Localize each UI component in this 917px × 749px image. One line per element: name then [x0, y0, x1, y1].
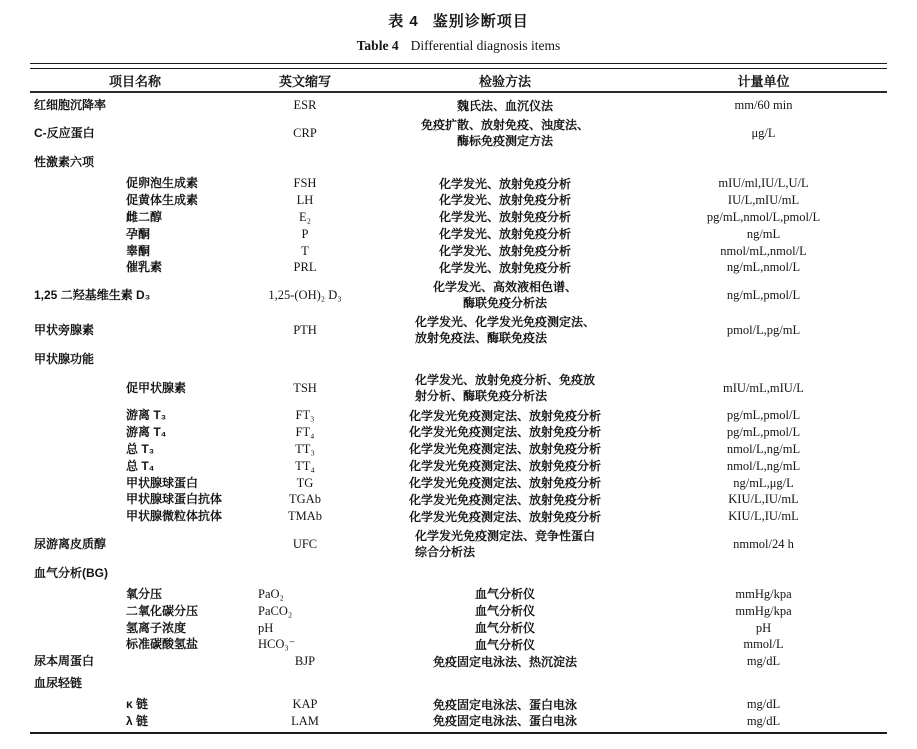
- test-method-line: 化学发光免疫测定法、竞争性蛋白: [414, 528, 595, 543]
- item-name: 游离 T₄: [126, 425, 167, 440]
- test-method: [370, 713, 640, 730]
- test-method: [370, 97, 640, 114]
- abbreviation: T: [301, 243, 309, 258]
- test-method-line: 化学发光免疫测定法、放射免疫分析: [408, 442, 601, 457]
- item-name: 血气分析(BG): [34, 565, 108, 580]
- measurement-unit: mIU/ml,IU/L,U/L: [718, 176, 809, 191]
- abbreviation: ESR: [293, 98, 317, 113]
- test-method-line: 化学发光免疫测定法、放射免疫分析: [408, 509, 601, 524]
- test-method: [370, 528, 640, 560]
- test-method-lines: [409, 509, 601, 525]
- header-item-name: 项目名称: [108, 73, 161, 89]
- measurement-unit: nmol/L,ng/mL: [726, 458, 801, 473]
- table-row: [30, 424, 887, 441]
- test-method-line: 魏氏法、血沉仪法: [456, 98, 553, 113]
- measurement-unit: nmol/mL,nmol/L: [720, 243, 807, 258]
- table-row: [30, 208, 887, 225]
- test-method-line: 综合分析法: [414, 544, 475, 559]
- table-row: [30, 440, 887, 457]
- measurement-unit: μg/L: [751, 125, 776, 140]
- measurement-unit: KIU/L,IU/mL: [728, 492, 799, 507]
- test-method-line: 免疫固定电泳法、蛋白电泳: [432, 714, 577, 729]
- group-row: [30, 154, 887, 170]
- table-row: [30, 508, 887, 525]
- test-method: [370, 508, 640, 525]
- measurement-unit: mg/dL: [746, 697, 781, 712]
- measurement-unit: IU/L,mIU/mL: [727, 193, 800, 208]
- item-name: 1,25 二羟基维生素 D₃: [34, 287, 151, 302]
- test-method-lines: [409, 458, 601, 474]
- test-method: [370, 242, 640, 259]
- test-method-line: 化学发光免疫测定法、放射免疫分析: [408, 408, 601, 423]
- test-method: [370, 407, 640, 424]
- table-row: [30, 279, 887, 311]
- table-row: [30, 175, 887, 192]
- test-method-line: 血气分析仪: [474, 637, 535, 652]
- abbreviation: FSH: [293, 176, 317, 191]
- test-method-lines: [475, 586, 535, 602]
- table-row: [30, 713, 887, 730]
- abbreviation: UFC: [292, 536, 318, 551]
- measurement-unit: ng/mL,μg/L: [733, 475, 794, 490]
- abbreviation: KAP: [292, 697, 318, 712]
- test-method: [370, 491, 640, 508]
- measurement-unit: mg/dL: [746, 713, 781, 728]
- item-name: 尿游离皮质醇: [34, 536, 107, 551]
- table-row: [30, 586, 887, 603]
- test-method: [370, 636, 640, 653]
- table-row: [30, 636, 887, 653]
- abbreviation: TG: [296, 475, 314, 490]
- test-method-lines: [433, 713, 577, 729]
- abbreviation: P: [301, 226, 309, 241]
- measurement-unit: mmHg/kpa: [735, 587, 792, 601]
- test-method-line: 化学发光免疫测定法、放射免疫分析: [408, 459, 601, 474]
- test-method-line: 酶标免疫测定方法: [456, 133, 553, 148]
- test-method-line: 化学发光免疫测定法、放射免疫分析: [408, 475, 601, 490]
- item-name: 催乳素: [126, 260, 163, 275]
- table-row: [30, 407, 887, 424]
- test-method-lines: [433, 697, 577, 713]
- item-name: 总 T₄: [126, 458, 155, 473]
- item-name: 血尿轻链: [34, 675, 83, 690]
- abbreviation: TGAb: [289, 492, 321, 507]
- test-method: [370, 602, 640, 619]
- test-method-line: 化学发光、放射免疫分析: [438, 243, 571, 258]
- test-method-line: 化学发光、化学发光免疫测定法、: [414, 314, 595, 329]
- group-row: [30, 351, 887, 367]
- abbreviation: HCO₃⁻: [258, 637, 296, 652]
- item-name: 二氧化碳分压: [126, 603, 199, 618]
- abbreviation: TT₃: [295, 441, 315, 456]
- abbreviation: LH: [296, 193, 314, 208]
- test-method-lines: [421, 117, 589, 149]
- abbreviation: CRP: [293, 125, 317, 140]
- test-method-line: 化学发光、放射免疫分析、免疫放: [414, 372, 595, 387]
- measurement-unit: KIU/L,IU/mL: [728, 509, 799, 524]
- test-method-lines: [439, 243, 571, 259]
- item-name: C-反应蛋白: [34, 125, 95, 140]
- test-method: [370, 192, 640, 209]
- test-method-line: 化学发光、放射免疫分析: [438, 176, 571, 191]
- measurement-unit: pH: [755, 620, 772, 635]
- test-method-lines: [439, 209, 571, 225]
- table-header-row: [30, 69, 887, 91]
- test-method-line: 免疫固定电泳法、蛋白电泳: [432, 697, 577, 712]
- table-row: [30, 602, 887, 619]
- measurement-unit: mm/60 min: [734, 98, 793, 113]
- table-row: [30, 242, 887, 259]
- test-method-lines: [409, 408, 601, 424]
- abbreviation: BJP: [294, 654, 316, 669]
- test-method: [370, 440, 640, 457]
- test-method: [370, 259, 640, 276]
- abbreviation: TT₄: [295, 458, 315, 473]
- test-method-line: 免疫扩散、放射免疫、浊度法、: [420, 117, 589, 132]
- measurement-unit: mIU/mL,mIU/L: [723, 380, 804, 395]
- abbreviation: FT₃: [295, 408, 315, 423]
- abbreviation: PaO₂: [258, 587, 284, 601]
- abbreviation: PTH: [293, 322, 317, 337]
- test-method-line: 化学发光免疫测定法、放射免疫分析: [408, 425, 601, 440]
- item-name: 甲状腺功能: [34, 351, 95, 366]
- test-method-lines: [415, 314, 595, 346]
- abbreviation: pH: [258, 620, 274, 635]
- test-method-line: 免疫固定电泳法、热沉淀法: [432, 654, 577, 669]
- test-method: [370, 474, 640, 491]
- header-unit: 计量单位: [737, 73, 790, 89]
- table-row: [30, 653, 887, 670]
- measurement-unit: pg/mL,pmol/L: [726, 425, 801, 440]
- table-row: [30, 528, 887, 560]
- table-row: [30, 259, 887, 276]
- measurement-unit: ng/mL: [746, 226, 781, 241]
- table-title-zh-text: 鉴别诊断项目: [432, 13, 529, 30]
- abbreviation: LAM: [291, 713, 319, 728]
- table-row: [30, 97, 887, 114]
- abbreviation: 1,25-(OH)₂ D₃: [268, 287, 342, 302]
- item-name: 促甲状腺素: [126, 380, 187, 395]
- test-method: [370, 175, 640, 192]
- test-method-lines: [409, 492, 601, 508]
- item-name: 睾酮: [126, 243, 151, 258]
- header-abbreviation: 英文缩写: [278, 73, 331, 89]
- table-row: [30, 314, 887, 346]
- test-method: [370, 117, 640, 149]
- abbreviation: TMAb: [287, 509, 323, 524]
- test-method-lines: [433, 654, 577, 670]
- table-row: [30, 619, 887, 636]
- test-method: [370, 225, 640, 242]
- test-method-line: 化学发光、放射免疫分析: [438, 210, 571, 225]
- test-method-line: 血气分析仪: [474, 621, 535, 636]
- measurement-unit: pg/mL,nmol/L,pmol/L: [706, 209, 821, 224]
- table-title-zh: [0, 10, 917, 31]
- test-method-lines: [439, 192, 571, 208]
- measurement-unit: nmmol/24 h: [733, 536, 794, 551]
- test-method: [370, 208, 640, 225]
- test-method: [370, 696, 640, 713]
- item-name: 甲状旁腺素: [34, 322, 95, 337]
- abbreviation: TSH: [293, 380, 317, 395]
- item-name: 氧分压: [126, 587, 163, 601]
- item-name: 雌二醇: [126, 209, 163, 224]
- item-name: 总 T₃: [126, 441, 155, 456]
- test-method: [370, 586, 640, 603]
- test-method: [370, 424, 640, 441]
- abbreviation: E₂: [299, 209, 311, 224]
- table-title-en-text: Differential diagnosis items: [410, 38, 561, 53]
- test-method-line: 化学发光免疫测定法、放射免疫分析: [408, 492, 601, 507]
- table-title-en-label: Table 4: [356, 38, 399, 53]
- item-name: κ 链: [126, 697, 149, 712]
- test-method-line: 化学发光、高效液相色谱、: [432, 279, 577, 294]
- measurement-unit: mg/dL: [746, 654, 781, 669]
- test-method-lines: [439, 226, 571, 242]
- test-method-line: 酶联免疫分析法: [462, 295, 547, 310]
- test-method: [370, 457, 640, 474]
- table-row: [30, 457, 887, 474]
- test-method-lines: [475, 637, 535, 653]
- group-row: [30, 565, 887, 581]
- table-row: [30, 491, 887, 508]
- item-name: 促黄体生成素: [126, 193, 199, 208]
- item-name: 游离 T₃: [126, 408, 167, 423]
- table-row: [30, 192, 887, 209]
- table-body: [30, 93, 887, 732]
- test-method-lines: [409, 424, 601, 440]
- test-method-lines: [409, 475, 601, 491]
- test-method-line: 化学发光、放射免疫分析: [438, 260, 571, 275]
- test-method: [370, 279, 640, 311]
- test-method-lines: [433, 279, 577, 311]
- abbreviation: PaCO₂: [258, 603, 293, 618]
- measurement-unit: ng/mL,pmol/L: [726, 287, 801, 302]
- test-method: [370, 653, 640, 670]
- item-name: 氢离子浓度: [126, 620, 187, 635]
- item-name: 标准碳酸氢盐: [126, 637, 199, 652]
- table-title-zh-label: 表 4: [388, 13, 419, 30]
- table-row: [30, 372, 887, 404]
- measurement-unit: pmol/L,pg/mL: [726, 322, 801, 337]
- test-method-line: 血气分析仪: [474, 587, 535, 602]
- table-row: [30, 696, 887, 713]
- measurement-unit: pg/mL,pmol/L: [726, 408, 801, 423]
- test-method-lines: [457, 98, 553, 114]
- measurement-unit: ng/mL,nmol/L: [726, 260, 801, 275]
- item-name: 甲状腺微粒体抗体: [126, 509, 223, 524]
- test-method-line: 化学发光、放射免疫分析: [438, 193, 571, 208]
- measurement-unit: mmHg/kpa: [735, 603, 792, 618]
- table-bottom-rule: [30, 732, 887, 734]
- test-method-lines: [415, 528, 595, 560]
- test-method-line: 射分析、酶联免疫分析法: [414, 388, 547, 403]
- item-name: 甲状腺球蛋白抗体: [126, 492, 223, 507]
- test-method-lines: [475, 620, 535, 636]
- test-method-lines: [439, 176, 571, 192]
- test-method: [370, 314, 640, 346]
- item-name: λ 链: [126, 713, 149, 728]
- header-test-method: 检验方法: [478, 73, 531, 89]
- item-name: 红细胞沉降率: [34, 98, 107, 113]
- test-method-lines: [409, 441, 601, 457]
- item-name: 孕酮: [126, 226, 151, 241]
- test-method-lines: [475, 603, 535, 619]
- group-row: [30, 675, 887, 691]
- table-title-en: [0, 38, 917, 54]
- table-row: [30, 225, 887, 242]
- item-name: 性激素六项: [34, 154, 95, 169]
- test-method-line: 血气分析仪: [474, 604, 535, 619]
- abbreviation: FT₄: [295, 425, 315, 440]
- item-name: 甲状腺球蛋白: [126, 475, 199, 490]
- table-row: [30, 117, 887, 149]
- test-method: [370, 619, 640, 636]
- table-row: [30, 474, 887, 491]
- diagnosis-table: [30, 63, 887, 734]
- item-name: 促卵泡生成素: [126, 176, 199, 191]
- measurement-unit: mmol/L: [743, 637, 784, 652]
- measurement-unit: nmol/L,ng/mL: [726, 441, 801, 456]
- test-method-lines: [415, 372, 595, 404]
- item-name: 尿本周蛋白: [34, 654, 95, 669]
- abbreviation: PRL: [293, 260, 317, 275]
- test-method-line: 放射免疫法、酶联免疫法: [414, 330, 547, 345]
- test-method-line: 化学发光、放射免疫分析: [438, 227, 571, 242]
- test-method: [370, 372, 640, 404]
- test-method-lines: [439, 260, 571, 276]
